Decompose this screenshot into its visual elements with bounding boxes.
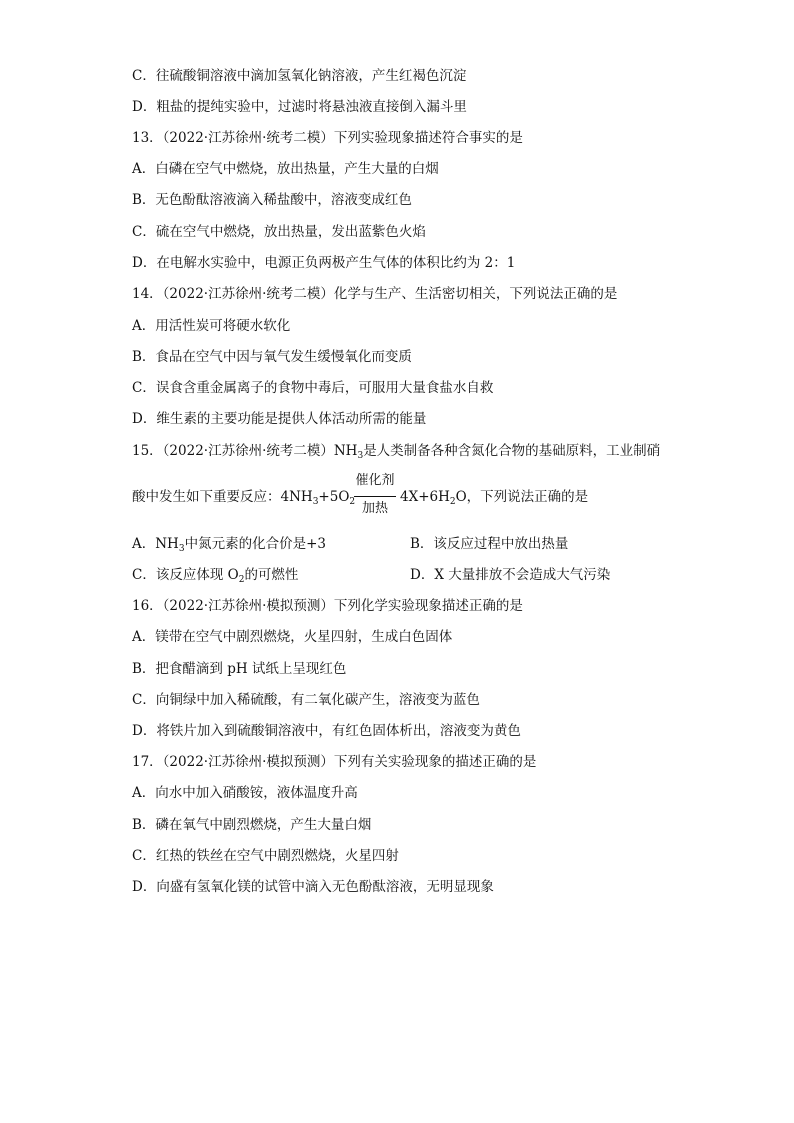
q17-option-d: D．向盛有氢氧化镁的试管中滴入无色酚酞溶液，无明显现象 [132,879,494,895]
q17-option-c: C．红热的铁丝在空气中剧烈燃烧，火星四射 [132,848,399,864]
q12-option-c: C．往硫酸铜溶液中滴加氢氧化钠溶液，产生红褐色沉淀 [132,68,467,84]
q15-option-d: D．X 大量排放不会造成大气污染 [410,567,611,583]
q13-stem: 13．（2022·江苏徐州·统考二模）下列实验现象描述符合事实的是 [132,130,523,146]
equation-reactants: 酸中发生如下重要反应：$4NH_3+5O_2$ [132,489,356,507]
q12-option-d: D．粗盐的提纯实验中，过滤时将悬浊液直接倒入漏斗里 [132,99,467,115]
q16-stem: 16．（2022·江苏徐州·模拟预测）下列化学实验现象描述正确的是 [132,598,523,614]
q14-stem: 14．（2022·江苏徐州·统考二模）化学与生产、生活密切相关，下列说法正确的是 [132,286,618,302]
q13-option-a: A．白磷在空气中燃烧，放出热量，产生大量的白烟 [132,161,439,177]
q13-option-d: D．在电解水实验中，电源正负两极产生气体的体积比约为 2：1 [132,255,516,271]
q16-option-c: C．向铜绿中加入稀硫酸，有二氧化碳产生，溶液变为蓝色 [132,692,480,708]
equation-products: $4X+6H_2O$，下列说法正确的是 [400,489,589,507]
reaction-arrow-bar [354,496,396,497]
q17-option-a: A．向水中加入硝酸铵，液体温度升高 [132,785,358,801]
q14-option-c: C．误食含重金属离子的食物中毒后，可服用大量食盐水自救 [132,380,494,396]
q15-option-a: A．$NH_3$中氮元素的化合价是+3 [132,536,326,554]
q16-option-d: D．将铁片加入到硫酸铜溶液中，有红色固体析出，溶液变为黄色 [132,723,521,739]
reaction-condition [352,472,398,522]
q17-option-b: B．磷在氧气中剧烈燃烧，产生大量白烟 [132,817,372,833]
catalyst-label: 催化剂 [355,473,395,488]
q13-option-c: C．硫在空气中燃烧，放出热量，发出蓝紫色火焰 [132,224,426,240]
q15-stem: 15．（2022·江苏徐州·统考二模）$NH_3$是人类制备各种含氮化合物的基础原料，工业制硝 [132,443,661,461]
q16-option-a: A．镁带在空气中剧烈燃烧，火星四射，生成白色固体 [132,629,453,645]
heating-label: 加热 [361,501,388,516]
q17-stem: 17．（2022·江苏徐州·模拟预测）下列有关实验现象的描述正确的是 [132,754,537,770]
q14-option-a: A．用活性炭可将硬水软化 [132,318,291,334]
q13-option-b: B．无色酚酞溶液滴入稀盐酸中，溶液变成红色 [132,192,412,208]
q14-option-d: D．维生素的主要功能是提供人体活动所需的能量 [132,411,427,427]
q14-option-b: B．食品在空气中因与氧气发生缓慢氧化而变质 [132,349,412,365]
q15-option-b: B．该反应过程中放出热量 [410,536,569,552]
q16-option-b: B．把食醋滴到 pH 试纸上呈现红色 [132,661,347,677]
q15-option-c: C．该反应体现 $O_2$的可燃性 [132,567,299,585]
